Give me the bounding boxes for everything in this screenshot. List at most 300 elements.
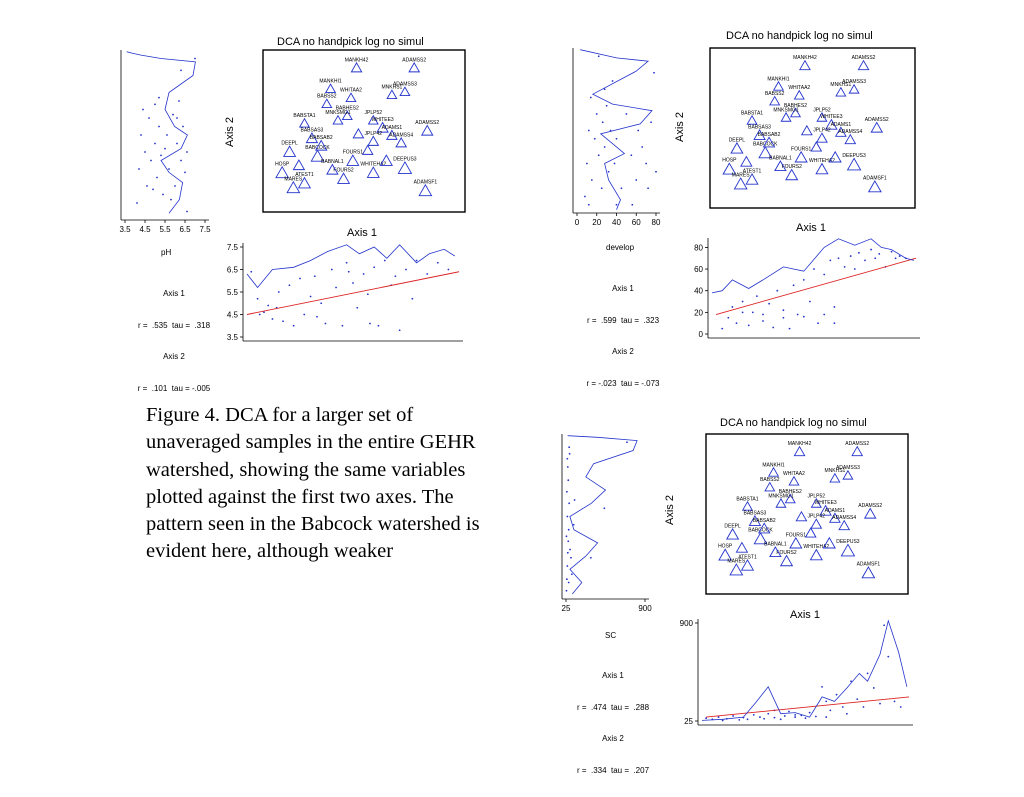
right-plot-point [320, 302, 322, 304]
left-plot-point [182, 126, 184, 128]
sample-label: ADAMSS3 [835, 465, 860, 472]
right-plot-point [384, 260, 386, 262]
sample-label: ADAMS1 [824, 507, 846, 514]
right-plot-point [774, 717, 776, 719]
right-plot-point [314, 275, 316, 277]
right-plot-point [823, 274, 825, 276]
sample-triangle [786, 170, 798, 180]
left-plot-point [591, 179, 593, 181]
left-plot-x-tick-label: 4.5 [139, 225, 151, 234]
right-plot-point [823, 314, 825, 316]
right-plot-point [844, 266, 846, 268]
left-plot-x-tick-label: 80 [651, 218, 661, 227]
left-plot-point [148, 117, 150, 119]
right-plot-point [772, 327, 774, 329]
right-plot-point [267, 305, 269, 307]
sample-triangle [770, 97, 780, 105]
sample-label: BABHES2 [778, 488, 802, 495]
sample-label: ATEST1 [738, 554, 757, 561]
sample-label: BABNAL1 [321, 159, 344, 165]
right-plot-point [272, 318, 274, 320]
sample-label: MNKSMG1 [768, 493, 794, 500]
left-plot-point [164, 148, 166, 150]
right-plot-point [895, 257, 897, 259]
right-plot-trend-line [716, 258, 916, 314]
sample-label: ADAMSS4 [389, 132, 414, 139]
right-plot-point [794, 716, 796, 718]
sample-triangle [774, 82, 784, 90]
left-plot-point [569, 549, 571, 551]
sample-label: JPLP52 [807, 493, 826, 500]
left-plot-point [621, 187, 623, 189]
right-plot-point [870, 249, 872, 251]
right-plot-point [776, 290, 778, 292]
left-plot-point [180, 160, 182, 162]
sample-triangle [769, 468, 779, 476]
left-plot-point [568, 582, 570, 584]
right-plot-point [887, 656, 889, 658]
right-plot-point [783, 309, 785, 311]
left-plot-point [152, 189, 154, 191]
sample-label: MNKSMG1 [773, 107, 799, 114]
right-plot-point [805, 717, 807, 719]
sample-label: FOURS2 [781, 164, 802, 171]
sample-triangle [841, 544, 854, 555]
left-plot-point [616, 138, 618, 140]
left-plot-point [170, 199, 172, 201]
right-plot-y-tick-label: 40 [694, 286, 703, 296]
sample-label: ADAMSS2 [858, 503, 883, 509]
sample-triangle [848, 158, 861, 169]
sample-triangle [293, 160, 304, 170]
sample-label: ADAMSS2 [851, 55, 876, 62]
right-plot-point [803, 316, 805, 318]
left-plot-point [602, 121, 604, 123]
right-plot-point [815, 716, 817, 718]
sc-panel-plots [558, 412, 918, 742]
left-plot-point [598, 55, 600, 57]
sample-triangle [747, 116, 757, 124]
left-plot-point [590, 557, 592, 559]
right-plot-point [809, 712, 811, 714]
left-plot-point [650, 121, 652, 123]
sample-triangle [869, 181, 881, 192]
left-plot-point [156, 177, 158, 179]
left-plot-x-tick-label: 5.5 [159, 225, 171, 234]
sample-label: BABNAL1 [764, 541, 787, 548]
stats-axis2-values: r = .334 tau = .207 [576, 765, 650, 775]
sample-label: ADAMSF1 [413, 179, 438, 186]
sample-label: BABSTA1 [740, 110, 764, 117]
left-plot-point [150, 160, 152, 162]
sample-triangle [796, 512, 806, 521]
left-plot-point [567, 540, 569, 542]
right-plot-point [378, 325, 380, 327]
right-plot-point [829, 709, 831, 711]
right-plot-trend-line [247, 272, 459, 315]
right-plot-point [788, 711, 790, 713]
right-plot-point [900, 706, 902, 708]
right-plot-point [753, 714, 755, 716]
sample-label: FOURS2 [333, 167, 354, 174]
sample-triangle [858, 61, 868, 70]
right-plot-point [405, 269, 407, 271]
right-plot-point [783, 317, 785, 319]
right-plot-point [756, 295, 758, 297]
left-plot-point [588, 204, 590, 206]
right-plot-point [299, 278, 301, 280]
sample-triangle [862, 567, 874, 578]
left-plot-point [601, 187, 603, 189]
sample-label: BABSAS3 [748, 124, 771, 131]
sample-triangle [852, 447, 862, 456]
left-plot-x-tick-label: 40 [612, 218, 621, 227]
right-plot-point [293, 325, 295, 327]
sample-label: MNKHS1 [830, 82, 852, 89]
sample-triangle [351, 63, 361, 72]
right-plot-point [325, 323, 327, 325]
sample-label: FOURS2 [776, 550, 797, 557]
sample-triangle [794, 447, 804, 456]
right-plot-point [899, 255, 901, 257]
stats-axis2-values: r = .101 tau = -.005 [137, 383, 211, 393]
ordination-title: DCA no handpick log no simul [277, 36, 424, 48]
sample-triangle [836, 88, 846, 96]
left-plot-point [612, 80, 614, 82]
right-plot-point [838, 257, 840, 259]
right-plot-y-tick-label: 60 [694, 265, 703, 275]
sample-label: WHITAA2 [788, 85, 811, 92]
right-plot-point [316, 316, 318, 318]
sample-triangle [794, 91, 804, 99]
right-plot-point [763, 718, 765, 720]
sample-label: DEEPL [281, 140, 298, 147]
right-plot-point [894, 701, 896, 703]
sample-label: MANKHI1 [319, 78, 342, 85]
right-plot-point [348, 271, 350, 273]
left-plot-point [584, 196, 586, 198]
sample-triangle [743, 502, 753, 510]
sample-label: ADAMSS2 [845, 441, 870, 448]
right-plot-point [856, 698, 858, 700]
left-plot-point [154, 104, 156, 106]
sample-label: WHITEE3 [814, 500, 837, 507]
left-plot-point [571, 573, 573, 575]
sample-label: MARES [731, 172, 750, 179]
left-plot-x-tick-label: 60 [631, 218, 641, 227]
sample-label: HOSP [275, 161, 290, 168]
stats-axis1-values: r = .474 tau = .288 [576, 702, 650, 712]
stats-axis1-label: Axis 1 [602, 671, 624, 680]
stats-axis2-label: Axis 2 [612, 347, 634, 356]
right-plot-point [736, 322, 738, 324]
sample-triangle [396, 138, 406, 147]
sample-label: MARES [284, 176, 303, 183]
right-plot-y-tick-label: 25 [684, 717, 693, 726]
right-plot-point [834, 306, 836, 308]
right-plot-point [303, 314, 305, 316]
right-plot-point [395, 275, 397, 277]
right-plot-point [834, 322, 836, 324]
sample-label: BABSAS3 [743, 510, 767, 517]
right-plot-point [722, 720, 724, 722]
sample-label: BABCOCK [753, 141, 778, 148]
left-plot-point [596, 113, 598, 115]
sample-triangle [287, 182, 299, 193]
left-plot-x-tick-label: 6.5 [179, 225, 191, 234]
scatter-xlabel: Axis 1 [790, 609, 820, 621]
sample-triangle [781, 113, 791, 121]
right-plot-point [742, 301, 744, 303]
sample-label: JPLP42 [364, 130, 383, 137]
sample-label: BABCOCK [748, 527, 773, 534]
stats-axis2-values: r = -.023 tau = -.073 [586, 378, 660, 388]
sample-triangle [409, 63, 419, 72]
sample-label: HOSP [718, 543, 733, 550]
right-plot-point [836, 694, 838, 696]
left-plot-density-curve [580, 50, 652, 210]
left-plot-point [186, 151, 188, 153]
left-plot-point [568, 529, 570, 531]
left-plot-point [568, 502, 570, 504]
sample-triangle [736, 543, 747, 553]
sample-triangle [387, 90, 397, 98]
left-plot-point [635, 179, 637, 181]
left-plot-point [603, 507, 605, 509]
left-plot-point [567, 552, 569, 554]
right-plot-point [437, 262, 439, 264]
right-plot-y-tick-label: 4.5 [226, 310, 238, 320]
left-plot-point [144, 151, 146, 153]
left-plot-point [566, 578, 568, 580]
left-plot-point [158, 126, 160, 128]
right-plot-y-tick-label: 5.5 [226, 288, 238, 297]
right-plot-y-tick-label: 80 [694, 243, 703, 253]
sample-triangle [333, 116, 343, 124]
develop-panel [568, 25, 928, 388]
variable-name: SC [605, 631, 617, 640]
left-plot-point [566, 458, 568, 460]
right-plot-point [742, 311, 744, 313]
sample-label: JPLP52 [364, 110, 383, 117]
sample-triangle [741, 157, 752, 167]
right-plot-point [342, 325, 344, 327]
right-plot-density-curve [247, 245, 455, 288]
sample-triangle [367, 167, 379, 177]
left-plot-point [616, 204, 618, 206]
sample-label: MNKSMG1 [325, 110, 351, 117]
left-plot-point [138, 168, 140, 170]
left-plot-point [178, 100, 180, 102]
right-plot-y-tick-label: 7.5 [226, 243, 238, 252]
left-plot-point [653, 72, 655, 74]
left-plot-point [590, 97, 592, 99]
right-plot-point [874, 257, 876, 259]
stats-axis2-label: Axis 2 [602, 734, 624, 743]
left-plot-point [626, 441, 628, 443]
sample-triangle [353, 129, 363, 138]
right-plot-y-tick-label: 20 [694, 308, 703, 318]
left-plot-point [186, 211, 188, 213]
sample-label: ADAMSS2 [864, 117, 889, 123]
right-plot-point [794, 714, 796, 716]
variable-name: pH [161, 248, 172, 257]
right-plot-point [867, 673, 869, 675]
right-plot-point [858, 252, 860, 254]
sample-label: BABSS2 [760, 477, 780, 484]
left-plot-point [594, 138, 596, 140]
sample-label: BABSAB2 [752, 517, 776, 524]
left-plot-point [174, 185, 176, 187]
sample-label: WHITEHA2 [360, 161, 387, 168]
right-plot-point [752, 311, 754, 313]
sample-label: MANKHI1 [762, 462, 785, 469]
sample-triangle [326, 84, 336, 92]
sample-triangle [790, 538, 802, 548]
left-plot-density-curve [127, 52, 196, 214]
left-plot-point [146, 185, 148, 187]
sample-triangle [300, 119, 310, 127]
left-plot-point [606, 105, 608, 107]
sample-label: WHITEE3 [371, 117, 394, 123]
right-plot-point [813, 268, 815, 270]
left-plot-point [154, 143, 156, 145]
right-plot-y-tick-label: 6.5 [226, 265, 238, 275]
sample-triangle [817, 133, 827, 142]
right-plot-trend-line [706, 697, 909, 717]
sample-triangle [419, 185, 431, 196]
left-plot-point [136, 202, 138, 204]
left-plot-point [160, 155, 162, 157]
sample-triangle [363, 145, 373, 154]
stats-axis1-values: r = .535 tau = .318 [137, 320, 211, 330]
sample-label: BABSAS3 [300, 127, 324, 134]
ordination-ylabel: Axis 2 [663, 495, 676, 525]
sample-label: ADAMSF1 [856, 561, 881, 568]
sample-label: DEEPUS3 [842, 152, 866, 159]
right-plot-density-curve [702, 621, 907, 721]
sample-label: MNKHS1 [381, 84, 403, 91]
right-plot-point [346, 262, 348, 264]
sample-label: ADAMSS3 [392, 81, 417, 88]
sample-label: HOSP [722, 157, 737, 164]
right-plot-point [817, 322, 819, 324]
sample-label: ADAMSF1 [863, 175, 887, 182]
sample-triangle [368, 136, 378, 145]
left-plot-density-curve [568, 436, 638, 594]
sample-triangle [347, 155, 359, 165]
left-plot-point [166, 134, 168, 136]
sample-label: MANKH42 [344, 57, 369, 64]
sample-label: MANKH42 [793, 55, 817, 62]
left-plot-point [184, 172, 186, 174]
sample-label: FOURS1 [342, 149, 363, 156]
right-plot-point [809, 301, 811, 303]
right-plot-point [416, 260, 418, 262]
right-plot-point [399, 329, 401, 331]
sample-label: BABCOCK [305, 144, 330, 151]
right-plot-point [879, 703, 881, 705]
right-plot-point [793, 284, 795, 286]
sample-label: BABHES2 [335, 105, 359, 112]
right-plot-point [367, 293, 369, 295]
right-plot-point [846, 713, 848, 715]
left-plot-point [568, 446, 570, 448]
sample-triangle [806, 528, 816, 537]
sample-label: MANKHI1 [767, 76, 790, 83]
ordination-title: DCA no handpick log no simul [726, 30, 873, 42]
left-plot-point [180, 70, 182, 72]
right-plot-point [768, 303, 770, 305]
sample-triangle [727, 529, 739, 539]
sample-triangle [865, 509, 876, 519]
sample-label: ADAMSS2 [402, 57, 427, 64]
develop-panel-plots [568, 25, 928, 345]
variable-name: develop [606, 243, 635, 252]
sample-triangle [871, 123, 882, 133]
right-plot-point [369, 323, 371, 325]
left-plot-point [631, 204, 633, 206]
left-plot-x-tick-label: 3.5 [119, 225, 131, 234]
sample-triangle [398, 162, 411, 173]
left-plot-point [645, 163, 647, 165]
sample-label: DEEPL [724, 523, 741, 530]
sample-label: WHITEHA2 [803, 544, 830, 551]
right-plot-point [759, 716, 761, 718]
sample-triangle [811, 519, 821, 528]
sample-triangle [845, 135, 855, 144]
left-plot-x-tick-label: 900 [638, 604, 652, 613]
left-plot-point [647, 187, 649, 189]
sample-triangle [776, 499, 786, 507]
right-plot-point [883, 624, 885, 626]
right-plot-point [727, 317, 729, 319]
right-plot-point [842, 706, 844, 708]
sample-label: BABSTA1 [736, 496, 759, 503]
stats-axis2-label: Axis 2 [163, 352, 185, 361]
ordination-title: DCA no handpick log no simul [720, 417, 867, 429]
sample-label: WHITEE3 [820, 114, 843, 121]
left-plot-point [172, 114, 174, 116]
left-plot-point [168, 168, 170, 170]
right-plot-y-tick-label: 0 [698, 330, 703, 339]
right-plot-point [825, 701, 827, 703]
right-plot-point [780, 718, 782, 720]
stats-axis1-values: r = .599 tau = .323 [586, 315, 660, 325]
right-plot-point [829, 260, 831, 262]
sample-label: MANKH42 [787, 441, 812, 448]
sample-triangle [284, 146, 296, 156]
right-plot-point [732, 715, 734, 717]
sample-triangle [830, 474, 840, 482]
right-plot-y-tick-label: 3.5 [226, 333, 238, 342]
sample-triangle [811, 142, 821, 151]
left-plot-x-tick-label: 0 [574, 218, 580, 227]
left-plot-point [569, 453, 571, 455]
right-plot-point [448, 269, 450, 271]
left-plot-point [567, 479, 569, 481]
right-plot-point [721, 328, 723, 330]
sample-label: WHITAA2 [783, 471, 805, 478]
ph-panel [115, 30, 475, 393]
sample-triangle [322, 99, 332, 107]
right-plot-point [738, 719, 740, 721]
right-plot-point [411, 298, 413, 300]
left-plot-point [566, 565, 568, 567]
left-plot-point [162, 194, 164, 196]
sample-label: WHITAA2 [340, 87, 362, 94]
sample-triangle [338, 173, 350, 183]
